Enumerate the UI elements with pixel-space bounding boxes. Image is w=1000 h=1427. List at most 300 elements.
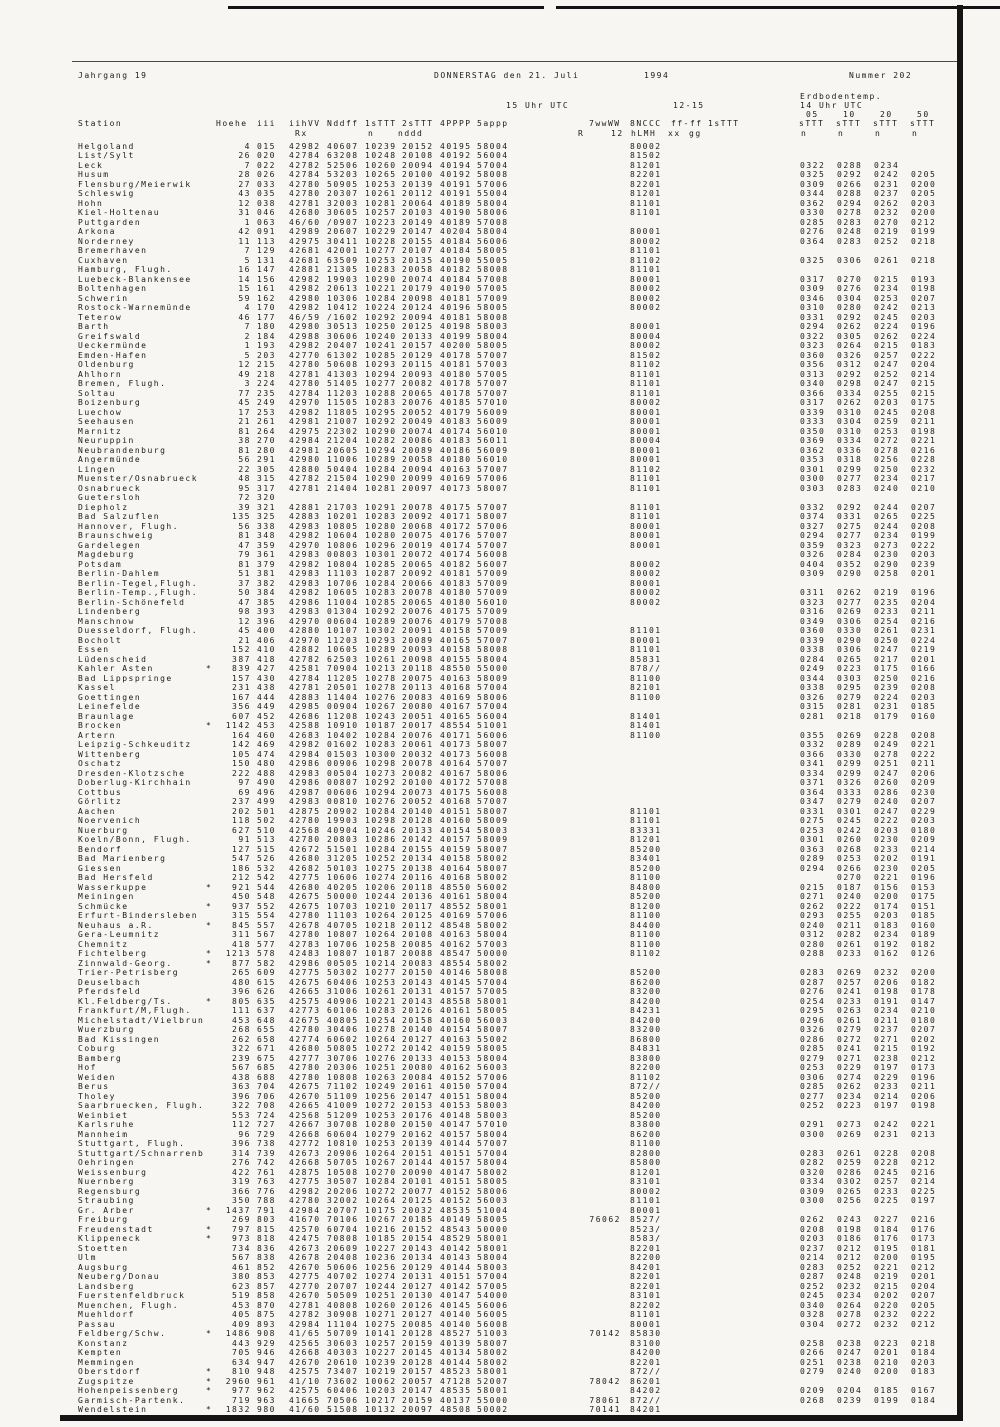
iii-value: 361 [257,550,276,559]
iii-value: 615 [257,977,276,987]
1sttt-value: 10265 [365,170,397,179]
erdboden-20-value: 0175 [874,664,900,673]
iihvv-value: 42781 [289,683,321,692]
iihvv-value: 42686 [289,711,321,721]
5appp-value: 57010 [477,398,509,407]
erdboden-05-value: 0331 [800,312,826,322]
1sttt-value: 10223 [365,217,397,227]
erdboden-10-value: 0261 [837,1148,863,1158]
5appp-value: 56005 [477,1310,509,1319]
4pppp-value: 40199 [440,331,472,341]
erdboden-20-value: 0183 [874,920,900,930]
8nccc-value: 86200 [630,1129,662,1139]
erdboden-10-value: 0286 [837,1167,863,1177]
erdboden-10-value: 0299 [837,464,863,474]
1sttt-value: 10292 [365,417,397,426]
5appp-value: 58003 [477,322,509,331]
erdboden-20-value: 0234 [874,1006,900,1015]
1sttt-value: 10293 [365,360,397,369]
8nccc-value: 81101 [630,265,662,274]
8nccc-value: 85830 [630,1329,662,1338]
iii-value: 180 [257,322,276,331]
2sttt-value: 20052 [402,797,434,806]
table-row [0,712,1000,722]
hoehe-value: 212 [232,873,251,882]
8nccc-value: 81201 [630,160,662,170]
7wwww-value: 70141 [589,1405,621,1414]
1sttt-header: 1sTTT [365,119,397,128]
erdboden-10-value: 0256 [837,1196,863,1205]
5appp-value: 57007 [477,531,509,540]
1sttt-value: 10187 [365,721,397,730]
iii-value: 161 [257,284,276,293]
table-row [0,1348,1000,1358]
5appp-value: 57004 [477,1148,509,1158]
iii-value: 875 [257,1310,276,1319]
erdboden-05-value: 0304 [800,1319,826,1329]
8nccc-value: 84200 [630,1348,662,1357]
4pppp-value: 40145 [440,1300,472,1310]
iihvv-value: 42880 [289,626,321,635]
iii-value: 147 [257,265,276,274]
iii-value: 870 [257,1300,276,1310]
erdboden-50-value: 0178 [911,987,937,996]
table-row [0,1405,1000,1415]
station-name: Görlitz [78,797,123,806]
table-row [0,1263,1000,1273]
erdboden-10-value: 0259 [837,1158,863,1167]
hoehe-value: 45 [238,398,251,407]
2sttt-value: 20058 [402,455,434,464]
4pppp-value: 40147 [440,1291,472,1300]
station-name: Garmisch-Partenk. [78,1395,186,1405]
station-name: Bad Lippspringe [78,673,173,683]
5appp-value: 58005 [477,1006,509,1015]
station-name: Bad Marienberg [78,854,167,863]
iii-value: 688 [257,1072,276,1082]
hoehe-value: 5 [244,255,251,265]
erdboden-20-value: 0254 [874,616,900,626]
nddff-value: 51109 [327,1091,359,1101]
table-row [0,1187,1000,1197]
8nccc-value: 81101 [630,1310,662,1319]
iihvv-value: 42883 [289,512,321,521]
8nccc-value: 83200 [630,1025,662,1034]
erdboden-05-value: 0289 [800,854,826,863]
nddff-value: 70106 [327,1215,359,1224]
erdboden-50-value: 0208 [911,730,937,740]
table-row [0,750,1000,760]
table-row [0,1225,1000,1235]
2sttt-value: 20147 [402,1386,434,1395]
iihvv-value: 42983 [289,578,321,588]
nddff-value: 00504 [327,768,359,778]
station-name: Cottbus [78,787,123,797]
5appp-value: 57005 [477,987,509,996]
erdboden-10-value: 0262 [837,398,863,407]
1sttt-value: 10241 [365,341,397,350]
erdboden-10-value: 0269 [837,607,863,616]
2sttt-value: 20116 [402,873,434,882]
1sttt-value: 10249 [365,1082,397,1091]
erdboden-05-value: 0283 [800,968,826,977]
2sttt-value: 20143 [402,996,434,1006]
hoehe-value: 443 [232,1338,251,1348]
8nccc-value: 81101 [630,483,662,493]
5appp-value: 56004 [477,151,509,160]
erdboden-05-value: 0310 [800,303,826,312]
5appp-value: 57007 [477,502,509,512]
table-row [0,465,1000,475]
hoehe-value: 222 [232,768,251,778]
erdboden-20-value: 0245 [874,312,900,322]
hoehe-value: 27 [238,179,251,189]
iihvv-value: 42983 [289,607,321,616]
iii-value: 430 [257,673,276,683]
table-row [0,769,1000,779]
1sttt-value: 10300 [365,749,397,759]
erdboden-50-value: 0204 [911,360,937,369]
table-row [0,170,1000,180]
erdboden-20-value: 0255 [874,388,900,398]
8nccc-value: 80001 [630,417,662,426]
1sttt-value: 10285 [365,559,397,569]
erdboden-05-value: 0294 [800,531,826,540]
2sttt-value: 20098 [402,293,434,303]
erdboden-05-value: 0293 [800,911,826,920]
nddd-subheader: nddd [398,128,424,138]
iii-value: 480 [257,759,276,768]
1sttt-value: 10210 [365,901,397,911]
station-name: Straubing [78,1196,135,1205]
erdboden-50-value: 0160 [911,920,937,930]
iii-value: 838 [257,1253,276,1262]
nddff-value: 22302 [327,426,359,436]
4pppp-value: 40191 [440,179,472,189]
ffff-header: ff-ff [671,119,703,128]
erdboden-20-value: 0261 [874,626,900,635]
hoehe-value: 461 [232,1262,251,1272]
2sttt-value: 20130 [402,1291,434,1300]
erdboden-20-value: 0247 [874,360,900,369]
station-name: Noervenich [78,816,142,825]
erdboden-10-value: 0248 [837,1272,863,1281]
table-row [0,835,1000,845]
station-name: Karlsruhe [78,1120,135,1129]
station-name: Nuerburg [78,825,129,835]
1sttt-value: 10263 [365,1072,397,1082]
4pppp-value: 40134 [440,1348,472,1357]
hoehe-value: 49 [238,369,251,379]
iihvv-value: 42483 [289,949,321,958]
1sttt-value: 10272 [365,1101,397,1110]
hoehe-value: 31 [238,208,251,217]
table-row [0,227,1000,237]
hoehe-value: 157 [232,673,251,683]
5appp-value: 58003 [477,825,509,835]
4pppp-value: 40180 [440,588,472,597]
station-name: Berlin-Schönefeld [78,597,186,607]
iii-value: 490 [257,778,276,787]
iii-value: 444 [257,692,276,702]
erdboden-05-value: 0355 [800,730,826,740]
hoehe-value: 14 [238,274,251,284]
2sttt-value: 20118 [402,882,434,892]
1sttt-value: 10291 [365,502,397,512]
erdboden-50-value: 0212 [911,1053,937,1063]
iihvv-value: 42780 [289,816,321,825]
mountain-station-marker: * [206,1386,213,1395]
iihvv-value: 42665 [289,987,321,996]
hoehe-value: 810 [232,1367,251,1376]
station-name: Stuttgart/Schnarrenb [78,1148,205,1158]
erdboden-05-value: 0284 [800,654,826,664]
4pppp-value: 40139 [440,1338,472,1348]
nddff-value: 41303 [327,369,359,379]
5appp-value: 57003 [477,939,509,949]
2sttt-value: 20162 [402,1129,434,1139]
1sttt-value: 10271 [365,1310,397,1319]
erdboden-10-value: 0312 [837,360,863,369]
iii-value: 452 [257,711,276,721]
2sttt-value: 20078 [402,759,434,768]
1sttt-value: 10253 [365,977,397,987]
iii-value: 224 [257,379,276,388]
erdboden-05-value: 0330 [800,208,826,217]
erdboden-05-value: 0254 [800,996,826,1006]
erdboden-50-value: 0221 [911,436,937,445]
iii-value: 963 [257,1395,276,1405]
iihvv-value: 42982 [289,531,321,540]
1sttt-value: 10141 [365,1329,397,1338]
iihvv-value: 42781 [289,369,321,379]
nddff-value: 60604 [327,1129,359,1139]
2sttt-value: 20127 [402,1034,434,1044]
erdboden-10-value: 0280 [837,303,863,312]
table-row [0,1111,1000,1121]
1sttt-value: 10274 [365,873,397,882]
iii-value: 026 [257,170,276,179]
iii-value: 655 [257,1025,276,1034]
4pppp-value: 40180 [440,455,472,464]
hoehe-value: 56 [238,455,251,464]
iihvv-value: 41670 [289,1215,321,1224]
8nccc-value: 84201 [630,1262,662,1272]
2sttt-value: 20133 [402,1053,434,1063]
table-row [0,303,1000,313]
iihvv-value: 42568 [289,825,321,835]
8nccc-value: 81101 [630,388,662,398]
erdboden-50-value: 0221 [911,1120,937,1129]
2sttt-value: 20155 [402,844,434,854]
erdboden-20-value: 0215 [874,1281,900,1291]
table-row [0,541,1000,551]
4pppp-value: 40159 [440,1044,472,1053]
2sttt-value: 20125 [402,911,434,920]
hoehe-value: 319 [232,1177,251,1186]
erdboden-10-value: 0268 [837,844,863,854]
4pppp-value: 40158 [440,854,472,863]
erdboden-10-value: 0283 [837,483,863,493]
1sttt-value: 10213 [365,664,397,673]
erdboden-10-value: 0252 [837,1262,863,1272]
hoehe-value: 719 [232,1395,251,1405]
5appp-value: 57007 [477,464,509,474]
1sttt-value: 10258 [365,939,397,949]
nddff-value: 61302 [327,350,359,360]
iihvv-value: 42875 [289,806,321,816]
erdboden-05-value: 0317 [800,274,826,284]
erdboden-10-value: 0288 [837,189,863,198]
iii-value: 129 [257,246,276,255]
erdboden-20-value: 0179 [874,711,900,721]
1sttt-value: 10276 [365,797,397,806]
erdboden-50-value: 0230 [911,787,937,797]
2sttt-value: 20151 [402,1148,434,1158]
table-row [0,902,1000,912]
nddff-value: 40607 [327,141,359,151]
station-name: Bad Kissingen [78,1034,161,1044]
hoehe-value: 380 [232,1272,251,1281]
4pppp-value: 40157 [440,1158,472,1167]
nddff-value: 10910 [327,721,359,730]
iihvv-value: 42970 [289,398,321,407]
iii-value: 046 [257,208,276,217]
5appp-value: 58009 [477,835,509,844]
4pppp-value: 40160 [440,1015,472,1025]
5appp-value: 58001 [477,901,509,911]
hoehe-value: 21 [238,417,251,426]
8nccc-value: 82201 [630,179,662,189]
iii-value: 193 [257,341,276,350]
iihvv-value: 42780 [289,189,321,198]
1sttt-value: 10270 [365,1167,397,1177]
5appp-value: 58007 [477,844,509,854]
8nccc-value: 83101 [630,1177,662,1186]
erdboden-20-value: 0230 [874,835,900,844]
8nccc-value: 80001 [630,521,662,531]
hoehe-value: 2960 [225,1376,251,1386]
table-row [0,1358,1000,1368]
hoehe-value: 15 [238,284,251,293]
1sttt-value: 10221 [365,996,397,1006]
1sttt-value: 10294 [365,787,397,797]
erdboden-10-value: 0283 [837,236,863,246]
4pppp-value: 48558 [440,996,472,1006]
iihvv-value: 42665 [289,1101,321,1110]
8nccc-value: 8583/ [630,1234,662,1243]
1sttt-value: 10293 [365,635,397,645]
hoehe-value: 50 [238,588,251,597]
station-name: Norderney [78,236,135,246]
iihvv-value: 46/60 [289,217,321,227]
nddff-value: 32002 [327,1196,359,1205]
8nccc-value: 81101 [630,198,662,208]
iihvv-value: 42670 [289,1291,321,1300]
nddff-value: 20707 [327,1205,359,1215]
4pppp-value: 40145 [440,977,472,987]
hoehe-value: 1486 [225,1329,251,1338]
sttt-05-header: sTTT [799,119,825,128]
erdboden-20-value: 0256 [874,455,900,464]
table-row [0,1016,1000,1026]
table-row [0,1329,1000,1339]
5appp-value: 58007 [477,512,509,521]
nddff-value: 50805 [327,1044,359,1053]
nddff-value: 20613 [327,284,359,293]
1sttt-value: 10284 [365,578,397,588]
4pppp-value: 40190 [440,208,472,217]
mountain-station-marker: * [206,664,213,673]
erdboden-10-value: 0198 [837,1224,863,1234]
iii-value: 836 [257,1243,276,1253]
erdboden-50-value: 0208 [911,407,937,417]
8nccc-value: 8523/ [630,1224,662,1234]
5appp-value: 58001 [477,1367,509,1376]
station-name: Kempten [78,1348,123,1357]
8nccc-value: 82200 [630,1253,662,1262]
table-row [0,674,1000,684]
erdboden-10-value: 0234 [837,1291,863,1300]
erdboden-20-value: 0206 [874,977,900,987]
erdboden-50-value: 0147 [911,996,937,1006]
iihvv-value: 42680 [289,208,321,217]
erdboden-10-value: 0273 [837,1120,863,1129]
erdboden-50-value: 0180 [911,1015,937,1025]
erdboden-10-value: 0233 [837,996,863,1006]
erdboden-10-value: 0282 [837,930,863,939]
2sttt-value: 20155 [402,236,434,246]
8nccc-value: 86800 [630,1034,662,1044]
erdboden-20-value: 0215 [874,341,900,350]
erdboden-10-value: 0292 [837,369,863,379]
erdboden-05-value: 0316 [800,607,826,616]
erdboden-05-value: 0326 [800,692,826,702]
4pppp-value: 40157 [440,1129,472,1139]
2sttt-value: 20125 [402,1196,434,1205]
erdboden-20-value: 0242 [874,1120,900,1129]
station-name: Deuselbach [78,977,142,987]
erdboden-50-value: 0221 [911,740,937,749]
nddff-value: 00807 [327,778,359,787]
4pppp-value: 40175 [440,787,472,797]
iihvv-value: 42782 [289,160,321,170]
table-row [0,968,1000,978]
2sttt-value: 20017 [402,721,434,730]
nddff-value: 10706 [327,939,359,949]
nddff-value: 10306 [327,293,359,303]
hoehe-value: 322 [232,1044,251,1053]
hoehe-value: 118 [232,816,251,825]
2sttt-value: 20075 [402,673,434,683]
nddff-value: 51501 [327,844,359,854]
erdboden-20-value: 0240 [874,797,900,806]
table-row [0,512,1000,522]
1sttt-value: 10278 [365,673,397,683]
4pppp-value: 40168 [440,873,472,882]
2sttt-value: 20093 [402,645,434,654]
erdboden-10-value: 0279 [837,692,863,702]
4pppp-value: 48554 [440,721,472,730]
nddff-header: Nddff [327,119,359,128]
nddff-value: 20408 [327,1253,359,1262]
erdboden-50-value: 0216 [911,445,937,455]
station-name: Diepholz [78,502,129,512]
7wwww-value: 70142 [589,1329,621,1338]
4pppp-header: 4PPPP [440,119,472,128]
bottom-edge-bar [60,1415,963,1421]
5appp-value: 58004 [477,1091,509,1101]
